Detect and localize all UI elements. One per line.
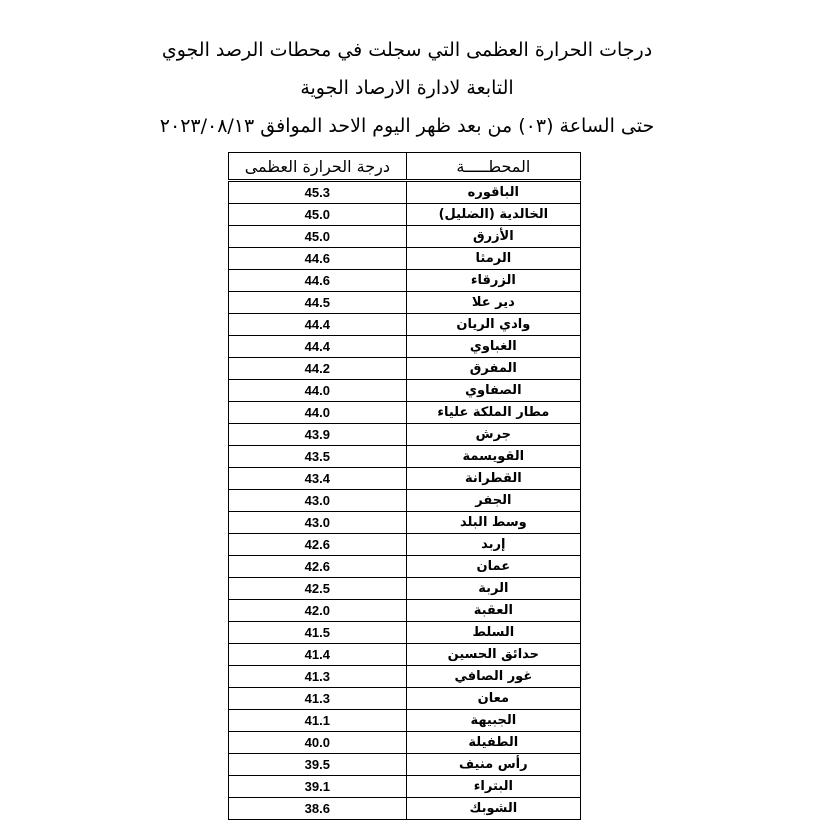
table-row — [229, 380, 581, 402]
station-name: عمان — [406, 556, 580, 578]
table-row — [229, 534, 581, 556]
temperature-column-header: درجة الحرارة العظمى — [229, 153, 407, 181]
station-name: جرش — [406, 424, 580, 446]
max-temperature-value: 44.0 — [229, 380, 407, 402]
table-row — [229, 292, 581, 314]
station-name: الزرقاء — [406, 270, 580, 292]
max-temperature-value: 44.6 — [229, 248, 407, 270]
station-name: دير علا — [406, 292, 580, 314]
station-name: الباقوره — [406, 181, 580, 204]
table-row — [229, 181, 581, 204]
station-name: الغباوي — [406, 336, 580, 358]
max-temperature-value: 39.5 — [229, 754, 407, 776]
station-name: الرمثا — [406, 248, 580, 270]
max-temperature-value: 45.0 — [229, 226, 407, 248]
table-row — [229, 270, 581, 292]
table-row — [229, 622, 581, 644]
station-name: وسط البلد — [406, 512, 580, 534]
station-name: الصفاوي — [406, 380, 580, 402]
max-temperature-value: 41.3 — [229, 688, 407, 710]
title-line-1: درجات الحرارة العظمى التي سجلت في محطات الرصد الجوي — [161, 39, 653, 61]
max-temperature-table — [228, 152, 581, 820]
max-temperature-value: 44.0 — [229, 402, 407, 424]
table-row — [229, 644, 581, 666]
max-temperature-value: 39.1 — [229, 776, 407, 798]
station-name: رأس منيف — [406, 754, 580, 776]
table-row — [229, 446, 581, 468]
station-name: معان — [406, 688, 580, 710]
max-temperature-value: 41.5 — [229, 622, 407, 644]
station-name: الأزرق — [406, 226, 580, 248]
table-row — [229, 556, 581, 578]
station-name: الخالدية (الضليل) — [406, 204, 580, 226]
max-temperature-value: 42.5 — [229, 578, 407, 600]
station-name: الجبيهة — [406, 710, 580, 732]
table-body — [229, 181, 581, 820]
table-row — [229, 776, 581, 798]
table-row — [229, 688, 581, 710]
max-temperature-value: 44.5 — [229, 292, 407, 314]
table-row — [229, 710, 581, 732]
station-name: الجفر — [406, 490, 580, 512]
max-temperature-value: 41.1 — [229, 710, 407, 732]
title-line-2: التابعة لادارة الارصاد الجوية — [300, 77, 514, 99]
station-name: الشوبك — [406, 798, 580, 820]
table-row — [229, 314, 581, 336]
station-name: المفرق — [406, 358, 580, 380]
table-row — [229, 248, 581, 270]
station-name: حدائق الحسين — [406, 644, 580, 666]
table-row — [229, 512, 581, 534]
title-line-3-date: حتى الساعة (٠٣) من بعد ظهر اليوم الاحد الموافق ٢٠٢٣/٠٨/١٣ — [159, 115, 655, 137]
station-name: العقبة — [406, 600, 580, 622]
station-name: البتراء — [406, 776, 580, 798]
table-row — [229, 204, 581, 226]
table-row — [229, 578, 581, 600]
max-temperature-value: 41.3 — [229, 666, 407, 688]
table-row — [229, 666, 581, 688]
max-temperature-value: 44.6 — [229, 270, 407, 292]
table-row — [229, 402, 581, 424]
max-temperature-value: 45.3 — [229, 181, 407, 204]
station-name: القويسمة — [406, 446, 580, 468]
station-name: القطرانة — [406, 468, 580, 490]
max-temperature-value: 40.0 — [229, 732, 407, 754]
table-row — [229, 468, 581, 490]
table-row — [229, 358, 581, 380]
max-temperature-value: 42.0 — [229, 600, 407, 622]
station-name: غور الصافي — [406, 666, 580, 688]
station-name: الربة — [406, 578, 580, 600]
table-row — [229, 798, 581, 820]
station-name: إربد — [406, 534, 580, 556]
max-temperature-value: 42.6 — [229, 556, 407, 578]
station-column-header: المحطـــــة — [406, 153, 580, 181]
station-name: مطار الملكة علياء — [406, 402, 580, 424]
max-temperature-value: 43.5 — [229, 446, 407, 468]
table-row — [229, 732, 581, 754]
max-temperature-value: 45.0 — [229, 204, 407, 226]
max-temperature-value: 43.4 — [229, 468, 407, 490]
max-temperature-value: 43.9 — [229, 424, 407, 446]
table-row — [229, 336, 581, 358]
max-temperature-value: 38.6 — [229, 798, 407, 820]
table-row — [229, 754, 581, 776]
max-temperature-value: 44.4 — [229, 336, 407, 358]
table-row — [229, 226, 581, 248]
station-name: الطفيلة — [406, 732, 580, 754]
max-temperature-value: 44.4 — [229, 314, 407, 336]
max-temperature-value: 43.0 — [229, 512, 407, 534]
header-row — [229, 153, 581, 181]
max-temperature-value: 42.6 — [229, 534, 407, 556]
station-name: السلط — [406, 622, 580, 644]
table-row — [229, 490, 581, 512]
max-temperature-value: 43.0 — [229, 490, 407, 512]
table-row — [229, 424, 581, 446]
table-row — [229, 600, 581, 622]
station-name: وادي الريان — [406, 314, 580, 336]
table-header — [229, 153, 581, 181]
max-temperature-value: 44.2 — [229, 358, 407, 380]
max-temperature-value: 41.4 — [229, 644, 407, 666]
